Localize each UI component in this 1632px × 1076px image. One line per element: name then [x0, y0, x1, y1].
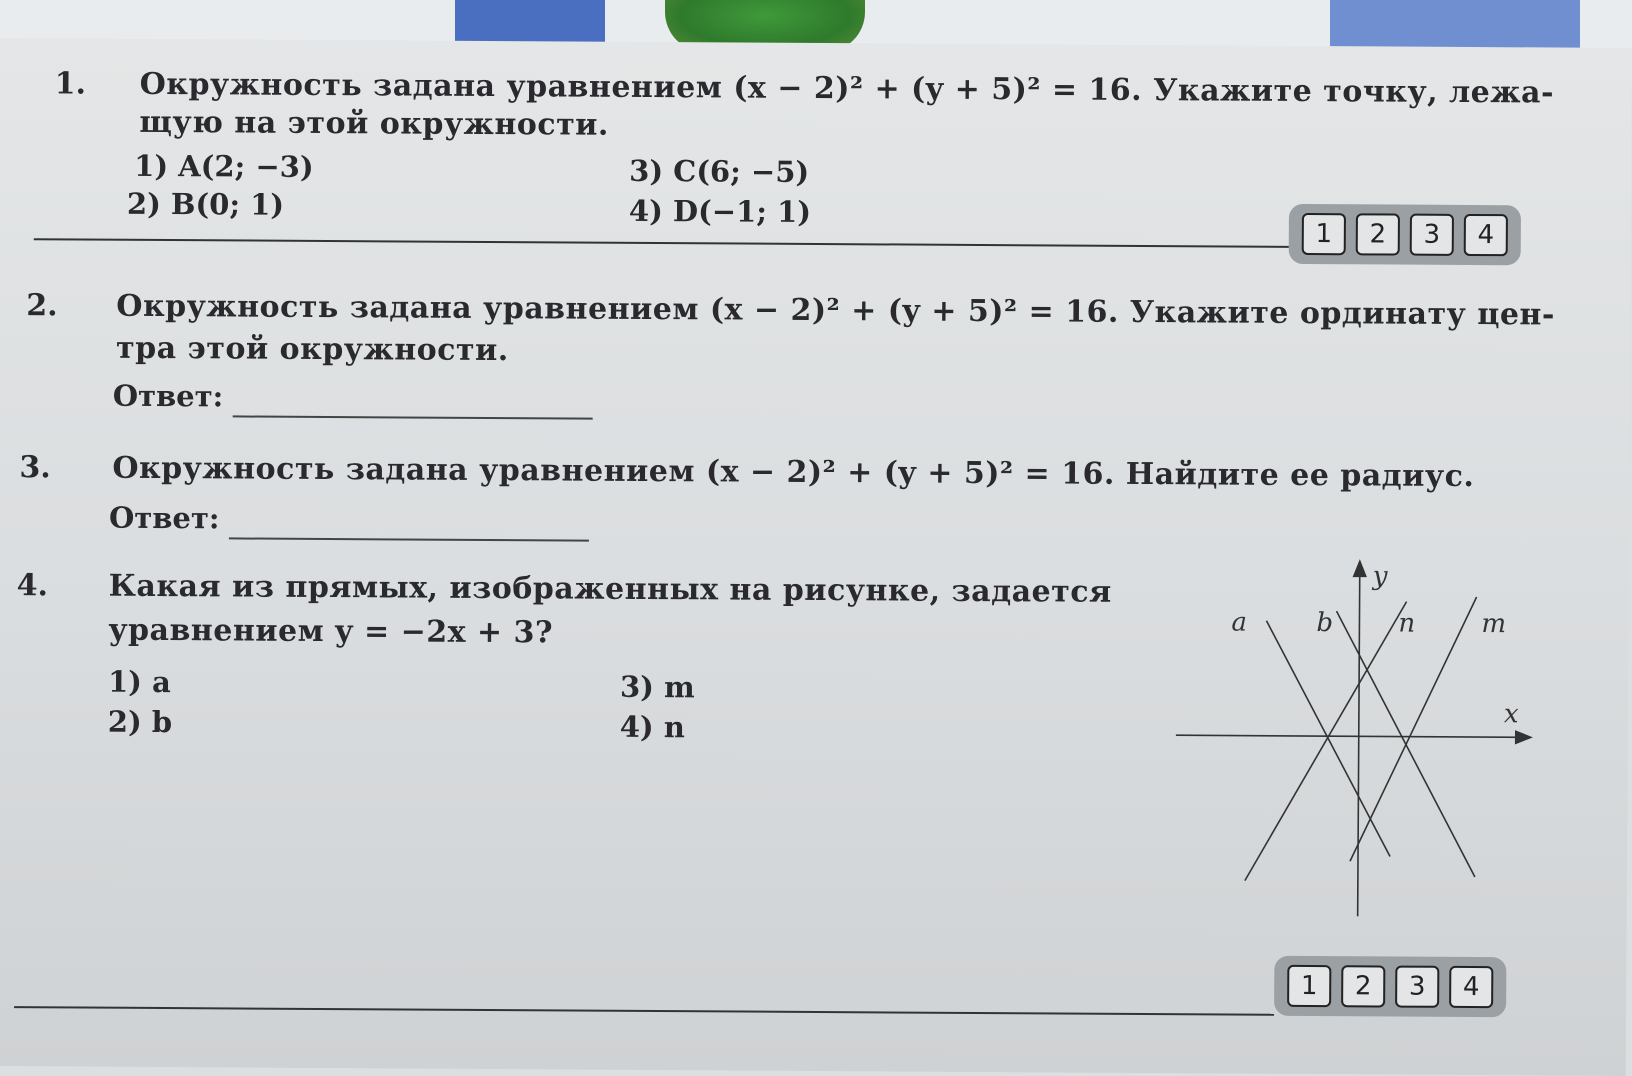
label-n: n	[1398, 608, 1416, 639]
task3-number: 3.	[19, 450, 51, 486]
task4-text-line1: Какая из прямых, изображенных на рисунке, задается	[108, 568, 1112, 610]
task2-text-line1: Окружность задана уравнением (x − 2)² + (y + 5)² = 16. Укажите ординату цен-	[116, 288, 1556, 333]
x-axis-arrow	[1516, 731, 1531, 743]
answer-box-2[interactable]: 2	[1341, 965, 1385, 1007]
line-a	[1265, 621, 1391, 857]
answer-box-3[interactable]: 3	[1395, 966, 1439, 1008]
task3-answer-label: Ответ:	[108, 500, 220, 536]
bottom-rule	[14, 1006, 1274, 1016]
task1-text-line1: Окружность задана уравнением (x − 2)² + (y + 5)² = 16. Укажите точку, лежа-	[139, 66, 1555, 111]
task1-option-2: 2) B(0; 1)	[126, 186, 285, 222]
task4-option-2: 2) b	[107, 704, 173, 740]
task4-number: 4.	[16, 568, 49, 604]
task4-option-4: 4) n	[619, 709, 686, 745]
task2-text-line2: тра этой окружности.	[116, 330, 509, 369]
answer-box-3[interactable]: 3	[1410, 214, 1454, 256]
task4-option-3: 3) m	[619, 669, 695, 705]
label-x: x	[1503, 699, 1519, 730]
task4-answer-boxes	[1274, 956, 1506, 1017]
label-b: b	[1316, 608, 1334, 639]
answer-box-1[interactable]: 1	[1287, 965, 1331, 1007]
answer-box-4[interactable]: 4	[1464, 214, 1508, 256]
task1-option-1: 1) A(2; −3)	[134, 148, 314, 184]
y-axis	[1358, 561, 1360, 916]
divider-rule	[34, 238, 1289, 248]
x-axis	[1176, 735, 1531, 737]
task1-answer-boxes	[1289, 204, 1521, 265]
task4-option-1: 1) a	[107, 664, 171, 700]
task2-answer-line[interactable]	[233, 415, 593, 419]
label-m: m	[1481, 609, 1507, 640]
task1-number: 1.	[54, 66, 87, 102]
label-a: a	[1231, 607, 1248, 638]
label-y: y	[1372, 561, 1388, 592]
task3-answer-line[interactable]	[229, 537, 589, 541]
task1-text-line2: щую на этой окружности.	[139, 104, 610, 143]
task1-option-4: 4) D(−1; 1)	[628, 193, 812, 229]
task2-number: 2.	[26, 288, 58, 324]
y-axis-arrow	[1354, 561, 1366, 576]
answer-box-4[interactable]: 4	[1449, 966, 1493, 1008]
answer-box-1[interactable]: 1	[1302, 213, 1346, 255]
task2-answer-label: Ответ:	[112, 378, 224, 414]
task1-option-3: 3) C(6; −5)	[629, 153, 810, 189]
task4-lines-figure	[1175, 555, 1547, 927]
task3-text-line1: Окружность задана уравнением (x − 2)² + (y + 5)² = 16. Найдите ее радиус.	[112, 450, 1475, 495]
answer-box-2[interactable]: 2	[1356, 213, 1400, 255]
line-n	[1245, 601, 1407, 882]
worksheet-page	[0, 38, 1632, 1076]
task4-text-line2: уравнением y = −2x + 3?	[108, 612, 554, 651]
